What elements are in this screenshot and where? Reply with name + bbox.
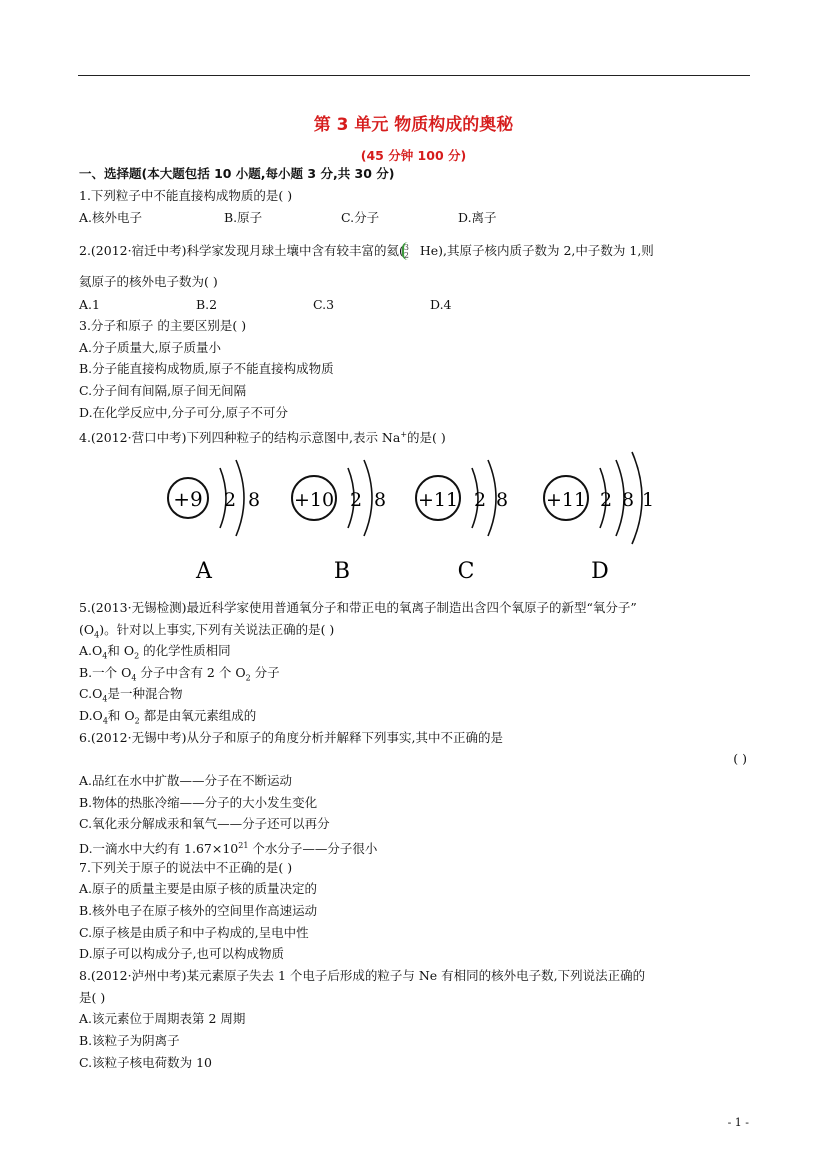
page-title: 第 3 单元 物质构成的奥秘 — [313, 115, 514, 135]
q5-option-d-subscript: 4 — [102, 716, 108, 726]
page-subtitle: (45 分钟 100 分) — [360, 148, 467, 163]
diagram-b-shell-arc — [364, 460, 372, 536]
q5-option-d-text: D.O — [79, 708, 103, 723]
q1-option-d: D.离子 — [458, 210, 497, 225]
q3-stem: 3.分子和原子 的主要区别是( ) — [79, 318, 247, 333]
q6-option-c: C.氧化汞分解成汞和氧气——分子还可以再分 — [79, 816, 330, 831]
q4-stem-superscript: + — [400, 430, 408, 439]
q5-option-c-text: C.O — [79, 686, 103, 701]
q5-option-b-subscript: 4 — [131, 673, 137, 683]
diagram-b-label: B — [333, 559, 351, 584]
q5-option-a-text: 和 O — [107, 643, 135, 658]
q5-option-c — [79, 686, 182, 708]
diagram-c-shell-2: 8 — [495, 489, 509, 511]
q7-stem: 7.下列关于原子的说法中不正确的是( ) — [79, 860, 293, 875]
diagram-a — [168, 460, 260, 584]
atomic-structure-diagrams — [160, 450, 680, 590]
q5-option-a — [79, 643, 231, 665]
q4-stem-part1: 4.(2012·营口中考)下列四种粒子的结构示意图中,表示 Na — [79, 430, 401, 446]
q3-option-d: D.在化学反应中,分子可分,原子不可分 — [79, 405, 288, 420]
q5-option-d-text: 都是由氧元素组成的 — [139, 708, 257, 723]
q2-option-b: B.2 — [196, 297, 218, 312]
q8-stem-line2: 是( ) — [79, 990, 106, 1005]
q6-option-d-superscript: 21 — [238, 841, 249, 850]
q5-option-c-subscript: 4 — [102, 694, 108, 704]
nuclide-atomic-number: 2 — [403, 250, 409, 260]
q2-stem-line2: 氦原子的核外电子数为( ) — [79, 274, 218, 289]
diagram-b-nucleus: +10 — [293, 489, 335, 511]
q7-option-c: C.原子核是由质子和中子构成的,呈电中性 — [79, 925, 309, 940]
q5-stem-line1: 5.(2013·无锡检测)最近科学家使用普通氧分子和带正电的氧离子制造出含四个氧原子的新型“氧分子” — [79, 600, 637, 615]
diagram-d-nucleus: +11 — [545, 489, 587, 511]
q6-option-a: A.品红在水中扩散——分子在不断运动 — [79, 773, 293, 788]
diagram-c-shell-arc — [488, 460, 496, 536]
q1-option-b: B.原子 — [224, 210, 263, 225]
q5-option-a-text: A.O — [79, 643, 103, 658]
q5-option-a-subscript: 4 — [102, 651, 108, 661]
q6-option-b: B.物体的热胀冷缩——分子的大小发生变化 — [79, 795, 318, 810]
q4-stem-part2: 的是( ) — [407, 430, 446, 446]
q5-option-b — [79, 665, 280, 687]
q5-option-b-text: 分子中含有 2 个 O — [136, 665, 246, 680]
q5-stem-subscript: 4 — [94, 630, 100, 640]
q5-stem-line2 — [79, 622, 334, 644]
q7-option-b: B.核外电子在原子核外的空间里作高速运动 — [79, 903, 318, 918]
diagram-d — [544, 452, 654, 584]
header-rule — [78, 75, 750, 76]
q5-stem-text: (O — [79, 622, 95, 637]
q6-option-d — [79, 838, 377, 857]
nuclide-mass-number: 3 — [403, 242, 409, 252]
diagram-a-shell-2: 8 — [247, 489, 261, 511]
q5-option-b-text: B.一个 O — [79, 665, 132, 680]
q6-option-d-text: 个水分子——分子很小 — [248, 841, 378, 857]
q5-option-d-subscript: 2 — [134, 716, 140, 726]
diagram-b-shell-1: 2 — [349, 489, 363, 511]
q7-option-d: D.原子可以构成分子,也可以构成物质 — [79, 946, 285, 961]
q5-stem-text: )。针对以上事实,下列有关说法正确的是( ) — [99, 622, 335, 637]
section-heading: 一、选择题(本大题包括 10 小题,每小题 3 分,共 30 分) — [79, 166, 395, 181]
q2-option-d: D.4 — [430, 297, 452, 312]
q5-option-d-text: 和 O — [107, 708, 135, 723]
diagram-d-label: D — [591, 559, 609, 584]
q2-option-c: C.3 — [313, 297, 335, 312]
q5-option-d — [79, 708, 256, 730]
q5-option-b-subscript: 2 — [245, 673, 251, 683]
q8-stem-line1: 8.(2012·泸州中考)某元素原子失去 1 个电子后形成的粒子与 Ne 有相同的核外电子数,下列说法正确的 — [79, 968, 646, 983]
q6-stem: 6.(2012·无锡中考)从分子和原子的角度分析并解释下列事实,其中不正确的是 — [79, 730, 503, 745]
q1-option-c: C.分子 — [341, 210, 380, 225]
diagram-c-shell-1: 2 — [473, 489, 487, 511]
q2-options — [79, 297, 452, 313]
q5-option-a-text: 的化学性质相同 — [139, 643, 231, 658]
q5-option-a-subscript: 2 — [134, 651, 140, 661]
q7-option-a: A.原子的质量主要是由原子核的质量决定的 — [79, 881, 318, 896]
diagram-a-nucleus: +9 — [173, 487, 203, 511]
q4-stem — [79, 427, 446, 446]
diagram-d-shell-3: 1 — [641, 489, 655, 511]
q8-option-b: B.该粒子为阴离子 — [79, 1033, 180, 1048]
diagram-a-shell-1: 2 — [223, 489, 237, 511]
diagram-b-shell-2: 8 — [373, 489, 387, 511]
diagram-c-label: C — [457, 559, 475, 584]
q5-option-b-text: 分子 — [250, 665, 280, 680]
helium-nuclide — [404, 244, 420, 260]
nuclide-symbol: He — [419, 243, 439, 258]
diagram-d-shell-1: 2 — [599, 489, 613, 511]
q2-stem-part1: 2.(2012·宿迁中考)科学家发现月球土壤中含有较丰富的氦( — [79, 243, 404, 258]
q1-option-a: A.核外电子 — [79, 210, 143, 225]
q6-option-d-text: D.一滴水中大约有 1.67×10 — [79, 841, 239, 857]
q1-stem: 1.下列粒子中不能直接构成物质的是( ) — [79, 188, 293, 203]
q3-option-c: C.分子间有间隔,原子间无间隔 — [79, 383, 247, 398]
q2-option-a: A.1 — [79, 297, 100, 312]
q1-options — [79, 210, 497, 226]
q8-option-a: A.该元素位于周期表第 2 周期 — [79, 1011, 246, 1026]
diagram-d-shell-2: 8 — [621, 489, 635, 511]
q3-option-a: A.分子质量大,原子质量小 — [79, 340, 221, 355]
diagram-c — [416, 460, 508, 584]
page-number: - 1 - — [727, 1116, 749, 1129]
q6-answer-paren: ( ) — [733, 751, 747, 766]
q2-stem — [79, 243, 654, 260]
q2-stem-part2: ),其原子核内质子数为 2,中子数为 1,则 — [438, 243, 654, 258]
q3-option-b: B.分子能直接构成物质,原子不能直接构成物质 — [79, 361, 334, 376]
diagram-c-nucleus: +11 — [417, 489, 459, 511]
q5-option-c-text: 是一种混合物 — [107, 686, 183, 701]
diagram-a-shell-arc — [236, 460, 244, 536]
q8-option-c: C.该粒子核电荷数为 10 — [79, 1055, 212, 1070]
diagram-b — [292, 460, 386, 584]
diagram-a-label: A — [196, 559, 212, 584]
